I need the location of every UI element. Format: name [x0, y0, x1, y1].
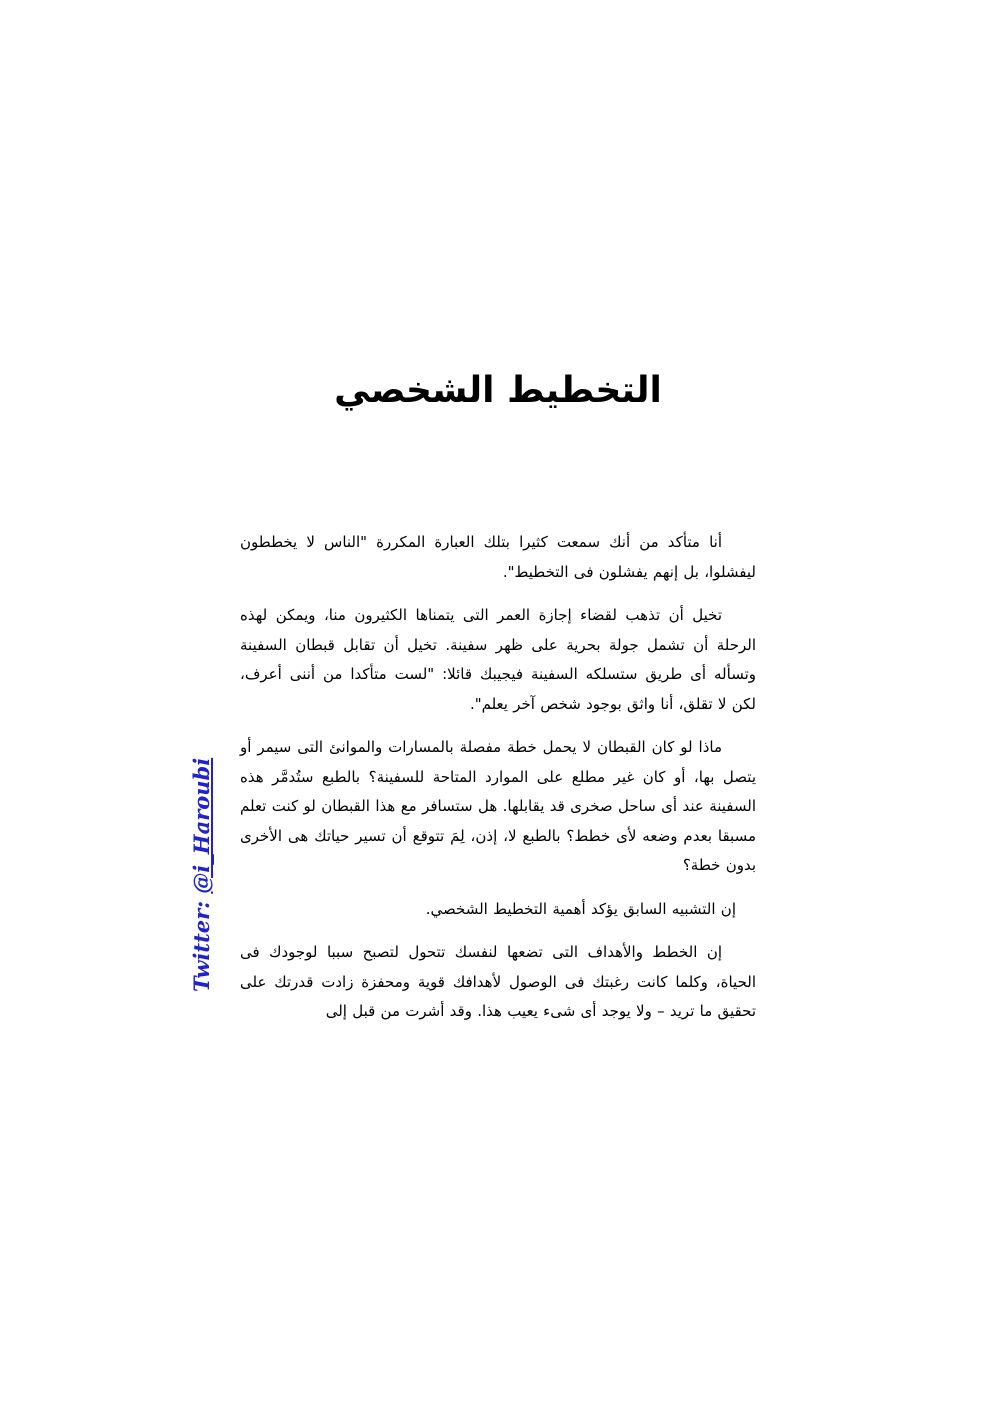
page-title: التخطيط الشخصي	[334, 370, 662, 412]
document-body	[240, 528, 756, 1027]
paragraph-5: إن الخطط والأهداف التى تضعها لنفسك تتحول لتصبح سببا لوجودك فى الحياة، وكلما كانت رغبتك فى الوصول لأهدافك قوية ومحفزة زادت قدرتك على تحقيق ما تريد – ولا يوجد أى شىء يعيب هذا. وقد أشرت من قبل إلى	[240, 943, 756, 1020]
twitter-handle-watermark	[186, 757, 218, 992]
paragraph-4: إن التشبيه السابق يؤكد أهمية التخطيط الشخصي.	[425, 899, 736, 918]
paragraph-1: أنا متأكد من أنك سمعت كثيرا بتلك العبارة المكررة "الناس لا يخططون ليفشلوا، بل إنهم يفشلون فى التخطيط".	[240, 533, 756, 581]
paragraph-3: ماذا لو كان القبطان لا يحمل خطة مفصلة بالمسارات والموانئ التى سيمر أو يتصل بها، أو كان غير مطلع على الموارد المتاحة للسفينة؟ بالطبع ستُدمَّر هذه السفينة عند أى ساحل صخرى قد يقابلها. هل ستسافر مع هذا القبطان لو كنت تعلم مسبقا بعدم وضعه لأى خطط؟ بالطبع لا، إذن، لِمَ تتوقع أن تسير حياتك هى الأخرى بدون خطة؟	[240, 738, 756, 874]
watermark-prefix: Twitter:	[189, 893, 214, 992]
watermark-handle: @i_Haroubi	[189, 757, 214, 894]
paragraph-2: تخيل أن تذهب لقضاء إجازة العمر التى يتمناها الكثيرون منا، ويمكن لهذه الرحلة أن تشمل جولة بحرية على ظهر سفينة. تخيل أن تقابل قبطان السفينة وتسأله أى طريق ستسلكه السفينة فيجيبك قائلا: "لست متأكدا من أننى أعرف، لكن لا تقلق، أنا واثق بوجود شخص آخر يعلم".	[240, 606, 756, 713]
